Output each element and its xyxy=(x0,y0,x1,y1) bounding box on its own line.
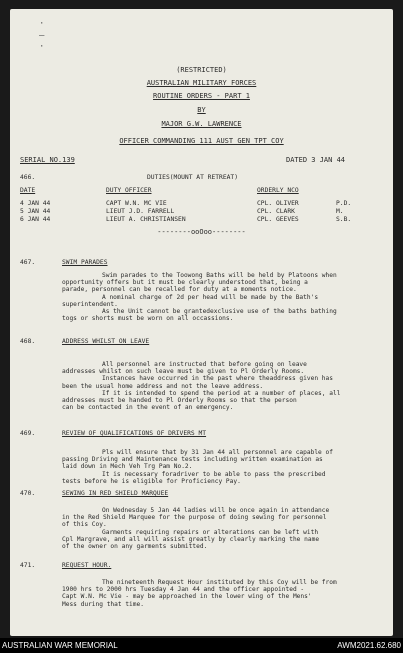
body-line: addresses must be handed to Pl Orderly Rooms so that the person xyxy=(62,397,297,405)
section-title: SEWING IN RED SHIELD MARQUEE xyxy=(62,490,169,497)
duty-cell-nco: CPL. CLARK xyxy=(257,208,295,215)
date-line: DATED 3 JAN 44 xyxy=(286,156,346,164)
body-line: tests before he is eligible for Proficiency Pay. xyxy=(62,477,241,485)
body-line: parade, personnel can be recalled for duty at a moments notice. xyxy=(62,286,297,294)
section-body xyxy=(62,507,390,550)
section-body xyxy=(62,449,390,485)
section-number: 467. xyxy=(20,259,36,266)
duty-cell-nco: CPL. OLIVER xyxy=(257,200,299,207)
section-title: REVIEW OF QUALIFICATIONS OF DRIVERS MT xyxy=(62,430,207,437)
body-line: Instances have occurred in the past where theaddress given has xyxy=(102,375,333,383)
duty-cell-nco: CPL. GEEVES xyxy=(257,216,299,223)
body-line: A nominal charge of 2d per head will be made by the Bath's xyxy=(102,293,319,301)
body-line: On Wednesday 5 Jan 44 ladies will be once again in attendance xyxy=(102,507,330,514)
body-line: Mess during that time. xyxy=(62,600,144,608)
punch-mark: · xyxy=(39,42,45,52)
body-line: of the owner on any garments submitted. xyxy=(62,543,208,551)
by-line: BY xyxy=(197,106,206,114)
body-line: togs or shorts must be worn on all occassions. xyxy=(62,315,234,323)
classification-line: (RESTRICTED) xyxy=(176,66,227,74)
duty-cell-officer: LIEUT A. CHRISTIANSEN xyxy=(106,216,186,223)
punch-mark: · xyxy=(39,19,45,29)
duty-cell-date: 4 JAN 44 xyxy=(20,200,51,207)
document-page xyxy=(10,9,393,636)
footer-bar xyxy=(0,638,403,653)
body-line: 1900 hrs to 2000 hrs Tuesday 4 Jan 44 and the officer appointed - xyxy=(62,586,305,594)
body-line: addresses whilst on such leave must be given to Pl Orderly Rooms. xyxy=(62,368,305,376)
major-line: MAJOR G.W. LAWRENCE xyxy=(161,120,242,128)
body-line: of this Coy. xyxy=(62,521,107,529)
duty-cell-date: 5 JAN 44 xyxy=(20,208,51,215)
body-line: Cpl Margrave, and all will assist greatly by clearly marking the name xyxy=(62,535,320,543)
body-line: If it is intended to spend the period at a number of places, all xyxy=(102,389,341,397)
duties-title: DUTIES(MOUNT AT RETREAT) xyxy=(147,174,238,181)
section-title: ADDRESS WHILST ON LEAVE xyxy=(62,338,150,345)
section-number: 470. xyxy=(20,490,36,497)
duty-cell-officer: LIEUT J.D. FARRELL xyxy=(106,208,175,215)
officer-line: OFFICER COMMANDING 111 AUST GEN TPT COY xyxy=(119,137,284,145)
body-line: Garments requiring repairs or alterations can be left with xyxy=(102,528,319,536)
body-line: superintendent. xyxy=(62,300,118,308)
section-body xyxy=(62,579,390,608)
divider: --------ooOoo-------- xyxy=(157,228,246,236)
footer-left: AUSTRALIAN WAR MEMORIAL xyxy=(2,641,118,650)
footer-right: AWM2021.62.680 xyxy=(337,641,401,650)
body-line: The nineteenth Request Hour instituted by this Coy will be from xyxy=(102,579,337,586)
section-number: 468. xyxy=(20,338,36,345)
body-line: opportunity offers but it must be clearly understood that, being a xyxy=(62,279,308,287)
col-orderly-nco: ORDERLY NCO xyxy=(257,187,299,194)
punch-mark: — xyxy=(39,31,45,41)
body-line: As the Unit cannot be grantedexclusive use of the baths bathing xyxy=(102,308,337,316)
section-title: REQUEST HOUR. xyxy=(62,562,112,569)
section-title: SWIM PARADES xyxy=(62,259,108,266)
body-line: laid down in Mech Veh Trg Pam No.2. xyxy=(62,463,193,471)
section-body xyxy=(62,361,390,411)
force-line: AUSTRALIAN MILITARY FORCES xyxy=(146,79,257,87)
orders-line: ROUTINE ORDERS - PART 1 xyxy=(153,92,250,100)
duty-cell-date: 6 JAN 44 xyxy=(20,216,51,223)
body-line: It is necessary foradriver to be able to pass the prescribed xyxy=(102,470,326,478)
body-line: in the Red Shield Marquee for the purpose of doing sewing for personnel xyxy=(62,514,327,522)
body-line: All personnel are instructed that before going on leave xyxy=(102,361,307,368)
body-line: Swim parades to the Toowong Baths will be held by Platoons when xyxy=(102,272,337,279)
section-number: 471. xyxy=(20,562,36,569)
duty-cell-code: P.D. xyxy=(336,200,352,207)
body-line: Capt W.N. Mc Vie - may be approached in the lower wing of the Mens' xyxy=(62,593,312,601)
body-line: been the usual home address and not the leave address. xyxy=(62,382,264,390)
body-line: can be contacted in the event of an emergency. xyxy=(62,404,234,412)
duty-cell-code: M. xyxy=(336,208,344,215)
body-line: passing Driving and Maintenance tests including written examination as xyxy=(62,456,323,464)
section-body xyxy=(62,272,390,322)
section-number: 466. xyxy=(20,174,36,181)
serial-number: SERIAL NO.139 xyxy=(20,156,75,164)
body-line: Pls will ensure that by 31 Jan 44 all personnel are capable of xyxy=(102,449,333,456)
col-duty-officer: DUTY OFFICER xyxy=(106,187,152,194)
col-date: DATE xyxy=(20,187,36,194)
duty-cell-code: S.B. xyxy=(336,216,352,223)
duty-cell-officer: CAPT W.N. MC VIE xyxy=(106,200,167,207)
section-number: 469. xyxy=(20,430,36,437)
